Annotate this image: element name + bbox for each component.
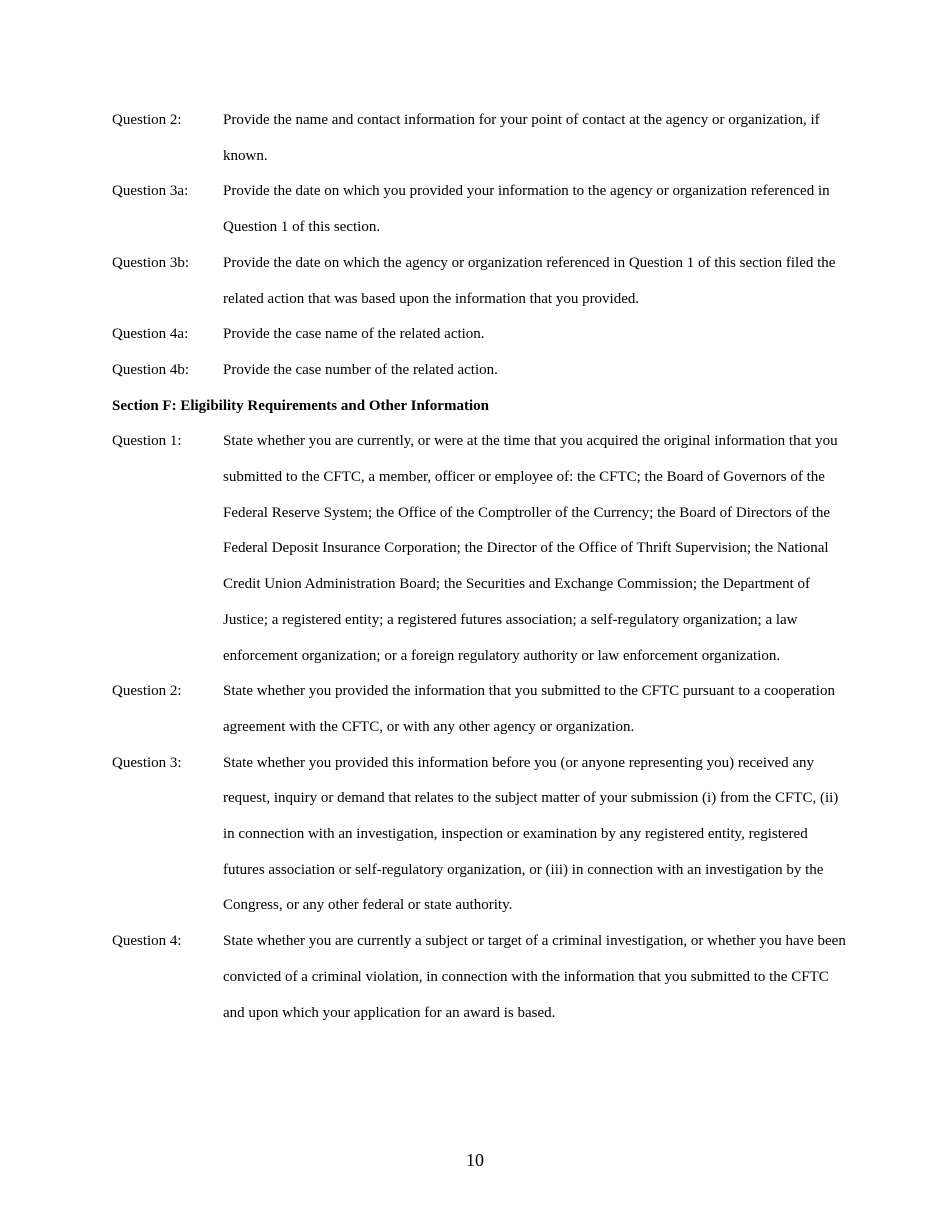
question-text: State whether you provided the information that you submitted to the CFTC pursuant to a cooperation agreement with the CFTC, or with any other agency or organization.: [223, 683, 835, 735]
question-item: [112, 246, 852, 317]
question-text: State whether you provided this information before you (or anyone representing you) received any request, inquiry or demand that relates to the subject matter of your submission (i) from the CFTC, (ii) in connection with an investigation, inspection or examination by any registered entity, registered futures association or self-regulatory organization, or (iii) in connection with an investigation by the Congress, or any other federal or state authority.: [223, 754, 839, 914]
question-label: Question 3b:: [112, 254, 190, 271]
question-text: State whether you are currently, or were at the time that you acquired the original information that you submitted to the CFTC, a member, officer or employee of: the CFTC; the Board of Governors of the Federal Reserve System; the Office of the Comptroller of the Currency; the Board of Directors of the Federal Deposit Insurance Corporation; the Director of the Office of Thrift Supervision; the National Credit Union Administration Board; the Securities and Exchange Commission; the Department of Justice; a registered entity; a registered futures association; a self-regulatory organization; a law enforcement organization; or a foreign regulatory authority or law enforcement organization.: [223, 433, 838, 664]
question-text: Provide the case name of the related action.: [223, 326, 485, 343]
page-number: 10: [466, 1150, 484, 1170]
question-label: Question 2:: [112, 112, 182, 128]
question-label: Question 4b:: [112, 361, 190, 378]
question-text: State whether you are currently a subject or target of a criminal investigation, or whether you have been convicted of a criminal violation, in connection with the information that you submitted to the CFTC and upon which your application for an award is based.: [223, 933, 846, 1021]
question-item: [112, 103, 852, 174]
question-label: Question 4a:: [112, 326, 189, 343]
document-body: [112, 103, 852, 1031]
question-text: Provide the date on which you provided your information to the agency or organization referenced in Question 1 of this section.: [223, 183, 830, 236]
question-label: Question 4:: [112, 933, 182, 950]
question-label: Question 2:: [112, 683, 182, 700]
question-item: [112, 174, 852, 245]
question-item: [112, 746, 852, 925]
question-item: [112, 674, 852, 745]
question-item: [112, 317, 852, 353]
question-item: [112, 424, 852, 674]
question-label: Question 3a:: [112, 183, 189, 200]
section-heading: Section F: Eligibility Requirements and Other Information: [112, 397, 489, 414]
question-text: Provide the case number of the related action.: [223, 361, 498, 378]
question-text: Provide the date on which the agency or organization referenced in Question 1 of this section filed the related action that was based upon the information that you provided.: [223, 254, 836, 307]
question-item: [112, 353, 852, 389]
question-label: Question 3:: [112, 754, 182, 771]
question-item: [112, 924, 852, 1031]
question-label: Question 1:: [112, 433, 182, 450]
question-text: Provide the name and contact information for your point of contact at the agency or organization, if known.: [223, 112, 820, 164]
